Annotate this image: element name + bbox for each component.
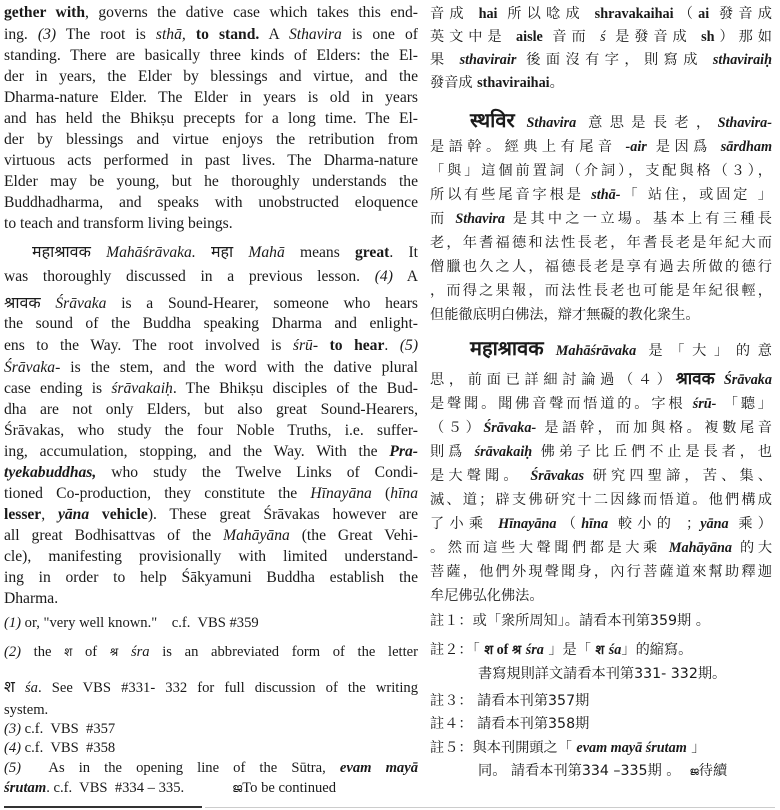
text-line: virtuous acts performed in past lives. The Dharma-nature [4,152,418,169]
text-span: 」是「 [543,642,596,658]
italic-term: hīna [390,485,418,502]
italic-term: śrutam [4,780,47,796]
bottom-rule [4,806,202,808]
text-span [118,644,131,660]
text-line: Dharma-nature Elder. The Elder in years is old in years [4,89,418,106]
text-span: 是大聲聞。 [430,468,531,484]
text-span: 音而 [542,29,601,45]
text-span: A [259,26,289,43]
italic-term: śrū- [292,337,319,354]
devanagari-term: महाश्रावक [32,242,91,261]
text-line [430,185,772,206]
text-line [430,394,772,415]
text-line [4,483,418,504]
text-line [4,335,418,356]
text-line: Buddhadharma, and speaks with unobstructed eloquence [4,194,418,211]
text-line: and has held the Bhikṣu precepts for a long time. The El- [4,110,418,127]
italic-term: Mahāśrāvaka [555,343,637,359]
text-span [89,506,102,523]
text-span: 意思是長老， [576,115,718,131]
devanagari-term: श [4,677,15,696]
text-line [430,442,772,463]
text-line [4,266,418,287]
text-line [470,110,772,134]
text-line [430,514,772,535]
italic-term: ś [600,29,606,45]
text-line [32,241,418,263]
italic-term: śrāvakaiḥ [111,380,173,397]
text-span: 是因爲 [646,139,721,155]
italic-term: Śrāvaka [723,372,772,388]
note-label: 註４： [430,716,473,732]
footnote-ref: (3) [37,26,57,43]
footnote [4,676,418,699]
text-span: 是語幹，而加與格。複數尾音 [536,420,772,436]
text-span: 果 [430,52,460,68]
text-line: 滅、道；辟支佛研究十二因緣而悟道。他們構成 [430,492,772,508]
text-span: . c.f. VBS #334 – 335. [46,780,185,796]
text-span: 或「衆所周知」。請看本刊第359期 。 [472,613,710,629]
text-span: 英文中是 [430,29,517,45]
text-span: 」的縮寫。 [621,642,693,658]
bold-term: ai [698,6,710,22]
devanagari-term: महा [210,242,234,261]
text-span: 而 [430,211,456,227]
text-line [430,538,772,559]
ornament-icon: ജ [689,765,699,778]
footnote-number: (3) [4,721,22,737]
italic-term: Śrāvakas [530,468,585,484]
text-line: dha are not only Elders, but also great Sound-Hearers, [4,401,418,418]
bold-term: aisle [516,29,543,45]
text-span [15,680,25,696]
italic-term: Sthavira- [717,115,772,131]
text-line: Śrāvakas, who study the four Noble Truths, i.e. suffer- [4,422,418,439]
text-span: means [284,244,355,261]
text-span: （ [673,6,699,22]
chinese-column [430,0,775,810]
text-span: ens to the Way. The root involved is [4,337,293,354]
text-line: der by blessings and virtue enjoys the retribution from [4,131,418,148]
devanagari-term: श्र [511,643,522,658]
text-span: of [72,644,110,660]
text-span: 佛弟子比丘們不止是長者，也 [532,444,772,460]
text-line: standing. There are basically three kinds of Elders: the El- [4,47,418,64]
text-line [4,292,418,314]
text-span: （ [556,516,582,532]
text-line: 菩薩，他們外現聲聞身，內行菩薩道來幫助釋迦 [430,564,772,580]
to-be-continued-label: To be continued [242,780,337,796]
text-span [715,372,724,388]
text-line: 老，年耆福德和法性長老，年耆長老是年紀大而 [430,235,772,251]
italic-term: śra [525,642,544,658]
text-span: 較小的 ； [608,516,701,532]
devanagari-term: श [64,645,73,659]
bottom-rule-faint [205,807,775,808]
footnote [4,719,418,740]
text-span: (the Great Vehi- [289,527,418,544]
note: 書寫規則詳文請看本刊第331- 332期。 [478,666,727,682]
text-span: ( [371,485,391,502]
text-span: all great Bodhisattvas of the [4,527,224,544]
text-line: ，而得之果報，而法性長老也可能是年紀很輕， [430,283,772,299]
note [430,640,772,661]
footnote [4,758,418,779]
text-span: A [392,268,418,285]
note [430,738,772,759]
footnote [4,613,418,634]
bold-term: vehicle [101,506,148,523]
text-line: cle), manifesting provisionally with limited understand- [4,548,418,565]
text-span: ing, accumulation, stopping, and the Way. With the [4,443,390,460]
note-label: 註５： [430,740,473,756]
text-line [430,466,772,487]
text-span [515,115,527,131]
text-line [430,209,772,230]
text-line: Elder may be young, but he thoroughly understands the [4,173,418,190]
text-span: 」 [686,740,706,756]
text-line [430,137,772,158]
italic-term: Śrāvaka [55,295,107,312]
note-label: 註１： [430,613,473,629]
italic-term: evam mayā [339,760,418,776]
italic-term: Sthavira [288,26,342,43]
text-line [430,4,772,25]
text-span [186,26,196,43]
text-span: 所以有些尾音字根是 [430,187,592,203]
italic-term: sthavirair [459,52,517,68]
devanagari-term: श [484,643,494,658]
footnote-number: (5) [4,760,22,776]
italic-term: śa [25,680,38,696]
text-span: 研究四聖諦，苦、集、 [584,468,772,484]
italic-term: sthaviraiḥ [712,52,772,68]
text-span [41,295,56,312]
text-line: to teach and transform living beings. [4,215,233,232]
bold-term: sh [701,29,715,45]
italic-term: śra [130,644,150,660]
text-span: . It [389,244,418,261]
italic-term: Mahāyāna [223,527,290,544]
text-line [430,418,772,439]
italic-term: Śrāvaka- [483,420,537,436]
text-span: or, "very well known." c.f. VBS #359 [21,615,259,631]
text-span: The root is [56,26,156,43]
text-span: 。 [549,75,564,91]
italic-term: yāna [700,516,729,532]
text-span: who study the Twelve Links of Condi- [96,464,418,481]
text-span: As in the opening line of the Sūtra, [21,760,340,776]
text-span: 同。 請看本刊第334 –335期 。 [478,763,690,779]
italic-term: śrū- [692,396,717,412]
text-span: 了小乘 [430,516,499,532]
footnote-ref: (4) [374,268,393,285]
italic-term: Mahāyāna [668,540,732,556]
italic-term: Mahā [248,244,285,261]
text-span: , governs the dative case which takes this end- [85,4,418,21]
text-span: . See VBS #331- 332 for full discussion of the writing [37,680,418,696]
text-line [430,27,772,48]
text-span: 請看本刊第358期 [472,716,590,732]
text-span: 後面沒有字，則寫成 [516,52,713,68]
text-span: 音成 [430,6,479,22]
devanagari-term: श्रावक [675,369,715,389]
text-line [4,525,418,546]
text-span: is an abbreviated form of the letter [149,644,418,660]
italic-term: evam mayā śrutam [576,740,687,756]
bold-term: sthaviraihai [477,75,550,91]
text-span: is one of [341,26,418,43]
text-span: the [21,644,65,660]
footnote [4,738,418,759]
footnote-ref: (5) [399,337,419,354]
text-span: 是語幹。經典上有尾音 [430,139,626,155]
italic-term: tyekabuddhas, [4,464,97,481]
footnote [4,642,418,663]
footnote-number: (4) [4,740,22,756]
footnote: system. [4,702,49,718]
note [478,761,772,782]
italic-term: hīna [581,516,609,532]
text-span: . [384,337,400,354]
text-span: 發音成 [709,6,772,22]
note [430,714,772,735]
bold-term: lesser [4,506,42,523]
text-span: ). These great Śrāvakas however are [147,506,419,523]
italic-term: śa [608,642,622,658]
text-line [430,369,772,391]
text-line: the sound of the Buddha speaking Dharma and enlight- [4,315,418,332]
text-span: 所以唸成 [497,6,595,22]
text-span: 與本刊開頭之「 [472,740,577,756]
text-span: . The Bhikṣu disciples of the Bud- [172,380,418,397]
italic-term: yāna [57,506,90,523]
text-span: is a Sound-Hearer, someone who hears [106,295,418,312]
text-span: 是「大」的意 [636,343,772,359]
bold-term: shravakaihai [594,6,674,22]
italic-term: Śrāvaka- [4,359,61,376]
text-line [430,50,772,71]
text-span: 。然而這些大聲聞們都是大乘 [430,540,669,556]
bold-term: to hear [329,337,385,354]
text-span [318,337,330,354]
text-line [4,378,418,399]
italic-term: sthā, [155,26,186,43]
text-line: ing in order to help Śākyamuni Buddha establish the [4,569,418,586]
text-line [4,2,418,23]
italic-term: Mahāśrāvaka. [106,244,196,261]
text-span [196,244,211,261]
text-span [233,244,248,261]
text-span [544,343,556,359]
text-span: , [41,506,58,523]
italic-term: Pra- [389,443,418,460]
text-span: 「 站住，或固定 」 [620,187,772,203]
text-line [4,357,418,378]
text-span: ing. [4,26,38,43]
text-span: is the stem, and the word with the dative plural [60,359,418,376]
devanagari-term: श्रावक [4,293,41,312]
note [430,691,772,712]
note-label: 註２： [430,642,473,658]
italic-term: Hīnayāna [498,516,557,532]
text-line [430,73,772,94]
text-line: 「與」這個前置詞（介詞），支配與格（３）， [430,163,772,179]
text-span: tioned Co-production, they constitute the [4,485,311,502]
devanagari-term: महाश्रावक [470,336,544,360]
bold-term: gether with [4,4,86,21]
text-span: 發音成 [430,75,478,91]
text-span: 「 [472,642,485,658]
text-line: 牟尼佛弘化佛法。 [430,588,544,604]
footnote-number: (1) [4,615,22,631]
text-line [4,441,418,462]
text-span [91,244,106,261]
text-span: 思，前面已詳細討論過（４） [430,372,676,388]
text-span: 是聲聞。聞佛音聲而悟道的。字根 [430,396,693,412]
italic-term: -air [625,139,647,155]
devanagari-term: स्थविर [470,108,515,132]
text-span: 請看本刊第357期 [472,693,590,709]
text-line [470,338,772,362]
text-span: 「聽」 [716,396,772,412]
text-line [4,462,418,483]
text-span: 乘） [728,516,772,532]
text-span: ）那如 [714,29,772,45]
text-span: 則爲 [430,444,475,460]
text-span: case ending is [4,380,112,397]
text-line [4,24,418,45]
text-line [4,504,418,525]
bold-term: great [355,244,390,261]
to-be-continued-label: 待續 [698,763,728,779]
italic-term: śrāvakaiḥ [474,444,533,460]
italic-term: Sthavira [526,115,577,131]
text-span: （５） [430,420,484,436]
footnote-number: (2) [4,644,22,660]
bold-term: to stand. [195,26,260,43]
text-span: c.f. VBS #358 [21,740,116,756]
italic-term: sthā- [591,187,621,203]
devanagari-term: श [595,643,605,658]
note [430,611,772,632]
text-line: der in years, the Elder by blessings and virtue, and the [4,68,418,85]
text-line: 但能徹底明白佛法，辯才無礙的教化衆生。 [430,307,700,323]
bold-term: hai [478,6,498,22]
italic-term: Sthavira [455,211,505,227]
text-line: 僧臘也久之人，福德長老是享有過去所做的德行 [430,259,772,275]
text-span: 的大 [731,540,773,556]
text-span: 是其中之一立場。基本上有三種長 [505,211,772,227]
text-span: 是發音成 [605,29,702,45]
note-label: 註３： [430,693,473,709]
text-span: was thoroughly discussed in a previous lesson. [4,268,375,285]
italic-term: sārdham [720,139,772,155]
italic-term: Hīnayāna [310,485,372,502]
text-span: c.f. VBS #357 [21,721,116,737]
footnote [4,778,418,799]
devanagari-term: श्र [109,645,119,659]
ornament-icon: ജ [232,781,243,795]
text-span: of [493,642,512,658]
text-line: Dharma. [4,590,59,607]
